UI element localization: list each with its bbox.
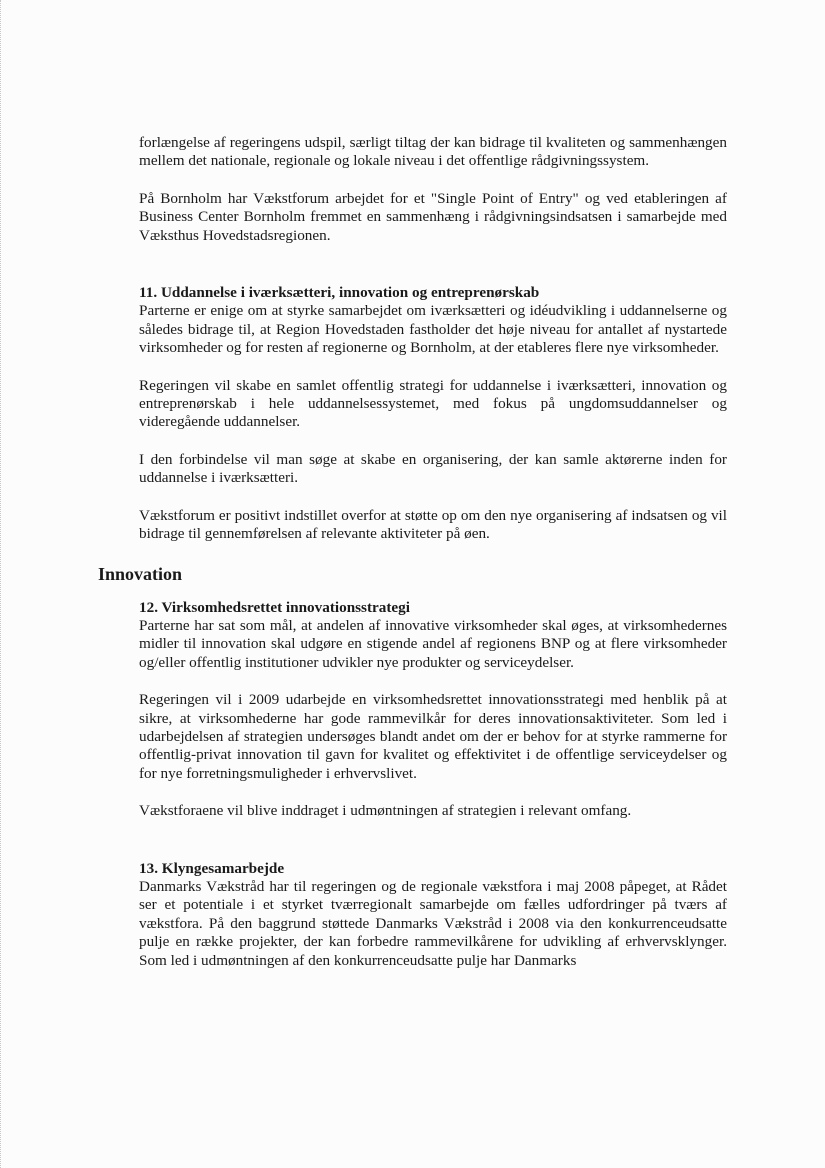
section-12-paragraph-1: Parterne har sat som mål, at andelen af innovative virksomheder skal øges, at virksomhedernes midler til innovation skal udgøre en stigende andel af regionens BNP og at flere virksomheder og/eller offentlig institutioner udvikler nye produkter og serviceydelser.: [139, 616, 727, 671]
section-13-heading: 13. Klyngesamarbejde: [139, 859, 285, 877]
paragraph-advisory-system: forlængelse af regeringens udspil, særligt tiltag der kan bidrage til kvaliteten og sammenhængen mellem det nationale, regionale og lokale niveau i det offentlige rådgivningssystem.: [139, 134, 727, 170]
document-body: [98, 134, 727, 970]
section-11-paragraph-2: Regeringen vil skabe en samlet offentlig strategi for uddannelse i iværksætteri, innovation og entreprenørskab i hele uddannelsessystemet, med fokus på ungdomsuddannelser og videregående uddannelser.: [139, 376, 727, 431]
paragraph-bornholm-entry: På Bornholm har Vækstforum arbejdet for et "Single Point of Entry" og ved etableringen af Business Center Bornholm fremmet en sammenhæng i rådgivningsindsatsen i samarbejde med Væksthus Hovedstadsregionen.: [139, 189, 727, 244]
section-11-paragraph-3: I den forbindelse vil man søge at skabe en organisering, der kan samle aktørerne inden for uddannelse i iværksætteri.: [139, 450, 727, 487]
innovation-heading: Innovation: [98, 563, 183, 584]
section-12-paragraph-2: Regeringen vil i 2009 udarbejde en virksomhedsrettet innovationsstrategi med henblik på at sikre, at virksomhederne har gode rammevilkår for deres innovationsaktiviteter. Som led i udarbejdelsen af strategien undersøges blandt andet om der er behov for at styrke rammerne for offentlig-privat innovation til gavn for kvalitet og effektivitet i de offentlige serviceydelser og for nye forretningsmuligheder i erhvervslivet.: [139, 691, 727, 782]
section-13-paragraph-1: Danmarks Vækstråd har til regeringen og de regionale vækstfora i maj 2008 påpeget, at Rådet ser et potentiale i et styrket tværregionalt samarbejde om fælles udfordringer på tværs af vækstfora. På den baggrund støttede Danmarks Vækstråd i 2008 via den konkurrenceudsatte pulje en række projekter, der kan forbedre rammevilkårene for udvikling af erhvervsklynger. Som led i udmøntningen af den konkurrenceudsatte pulje har Danmarks: [139, 877, 727, 969]
section-11-paragraph-4: Vækstforum er positivt indstillet overfor at støtte op om den nye organisering af indsatsen og vil bidrage til gennemførelsen af relevante aktiviteter på øen.: [139, 506, 727, 543]
section-11-heading: 11. Uddannelse i iværksætteri, innovation og entreprenørskab: [139, 284, 540, 302]
section-11-paragraph-1: Parterne er enige om at styrke samarbejdet om iværksætteri og idéudvikling i uddannelserne og således bidrage til, at Region Hovedstaden fastholder det høje niveau for antallet af nystartede virksomheder og for resten af regionerne og Bornholm, at der etableres flere nye virksomheder.: [139, 302, 727, 357]
section-12-paragraph-3: Vækstforaene vil blive inddraget i udmøntningen af strategien i relevant omfang.: [139, 802, 632, 820]
section-12-heading: 12. Virksomhedsrettet innovationsstrategi: [139, 598, 410, 616]
